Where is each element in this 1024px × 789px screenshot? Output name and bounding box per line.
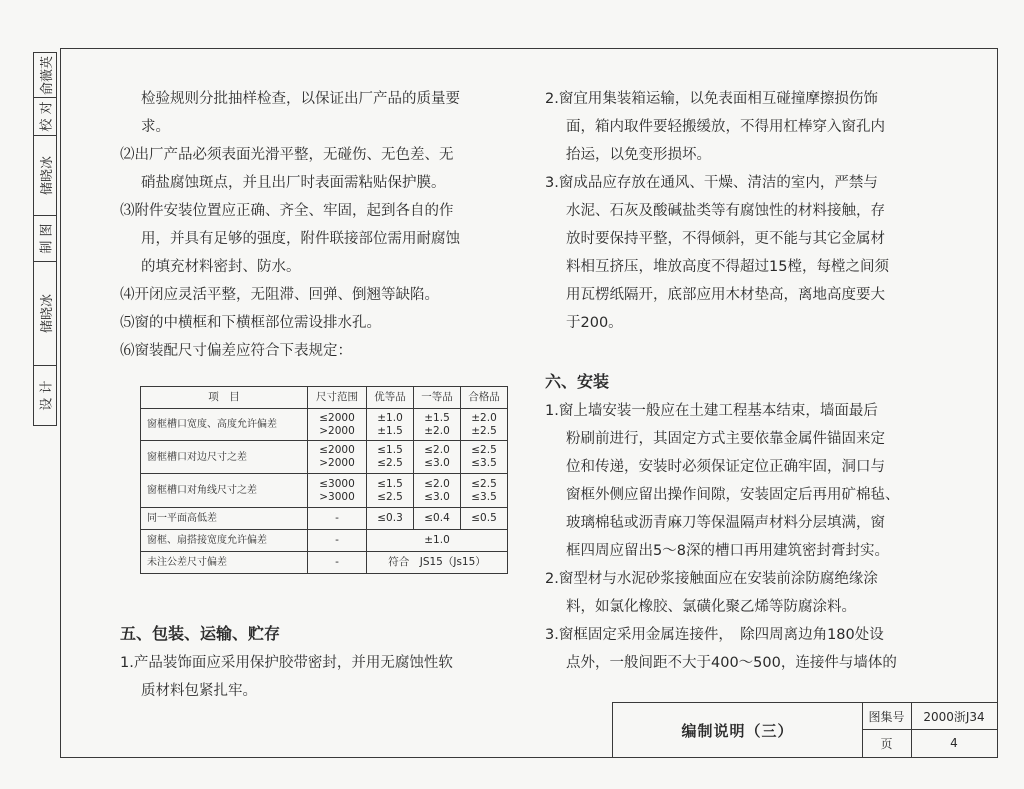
designer-name: 储晓冰 bbox=[39, 293, 55, 333]
table-cell: ≤2.5 ≤3.5 bbox=[461, 441, 508, 474]
table-cell: ≤1.5 ≤2.5 bbox=[367, 474, 414, 508]
text-line: ⑶附件安装位置应正确、齐全、牢固，起到各自的作 bbox=[120, 203, 454, 219]
text-line: 料，如氯化橡胶、氯磺化聚乙烯等防腐涂料。 bbox=[566, 599, 856, 615]
table-cell: - bbox=[308, 552, 367, 574]
table-cell: ±1.0 ±1.5 bbox=[367, 409, 414, 441]
table-cell: ≤2.0 ≤3.0 bbox=[414, 474, 461, 508]
table-row bbox=[141, 441, 508, 474]
title-block bbox=[612, 702, 997, 757]
section-5 bbox=[120, 619, 525, 705]
table-cell: 窗框槽口对边尺寸之差 bbox=[141, 441, 308, 474]
text-line: 求。 bbox=[141, 119, 170, 135]
section-heading: 六、安装 bbox=[545, 372, 610, 391]
text-line: 3.窗框固定采用金属连接件， 除四周离边角180处设 bbox=[545, 627, 884, 643]
table-header-row bbox=[141, 387, 508, 409]
column-header: 尺寸范围 bbox=[308, 387, 367, 409]
table-cell: 未注公差尺寸偏差 bbox=[141, 552, 308, 574]
text-line: ⑷开闭应灵活平整，无阻滞、回弹、倒翘等缺陷。 bbox=[120, 287, 439, 303]
tolerance-table bbox=[140, 386, 508, 574]
text-line: 位和传递，安装时必须保证定位正确牢固，洞口与 bbox=[566, 459, 885, 475]
sheet-title: 编制说明（三） bbox=[613, 703, 863, 757]
text-line: 2.窗宜用集装箱运输，以免表面相互碰撞摩擦损伤饰 bbox=[545, 91, 878, 107]
sidebar-cell bbox=[34, 365, 56, 425]
table-cell: ≤2000 >2000 bbox=[308, 409, 367, 441]
left-column bbox=[120, 85, 525, 365]
check-label: 校 对 bbox=[39, 100, 55, 132]
text-line: 用，并具有足够的强度，附件联接部位需用耐腐蚀 bbox=[141, 231, 460, 247]
text-line: 粉刷前进行，其固定方式主要依靠金属件锚固来定 bbox=[566, 431, 885, 447]
design-label: 设 计 bbox=[39, 379, 55, 411]
text-line: 料相互挤压，堆放高度不得超过15樘，每樘之间须 bbox=[566, 259, 889, 275]
table-cell: - bbox=[308, 530, 367, 552]
text-line: 1.窗上墙安装一般应在土建工程基本结束，墙面最后 bbox=[545, 403, 878, 419]
table-row bbox=[141, 508, 508, 530]
table-row bbox=[141, 409, 508, 441]
text-line: 3.窗成品应存放在通风、干燥、清洁的室内，严禁与 bbox=[545, 175, 878, 191]
table-cell: ±1.5 ±2.0 bbox=[414, 409, 461, 441]
sidebar-cell bbox=[34, 135, 56, 216]
text-line: 抬运，以免变形损坏。 bbox=[566, 147, 711, 163]
table-cell: ±2.0 ±2.5 bbox=[461, 409, 508, 441]
table-cell: 窗框槽口宽度、高度允许偏差 bbox=[141, 409, 308, 441]
column-header: 合格品 bbox=[461, 387, 508, 409]
text-line: 的填充材料密封、防水。 bbox=[141, 259, 301, 275]
table-cell: ≤2.0 ≤3.0 bbox=[414, 441, 461, 474]
text-line: ⑵出厂产品必须表面光滑平整，无碰伤、无色差、无 bbox=[120, 147, 454, 163]
drafter-name: 储晓冰 bbox=[39, 155, 55, 195]
section-6 bbox=[545, 367, 965, 677]
table-row bbox=[141, 530, 508, 552]
column-header: 一等品 bbox=[414, 387, 461, 409]
sidebar-cell bbox=[34, 97, 56, 136]
signature-strip bbox=[33, 52, 57, 426]
text-line: 检验规则分批抽样检查，以保证出厂产品的质量要 bbox=[141, 91, 460, 107]
table-cell: ≤0.4 bbox=[414, 508, 461, 530]
page-label: 页 bbox=[880, 736, 893, 751]
table-cell: ≤2.5 ≤3.5 bbox=[461, 474, 508, 508]
text-line: 点外，一般间距不大于400～500，连接件与墙体的 bbox=[566, 655, 897, 671]
text-line: 面，箱内取件要轻搬缓放，不得用杠棒穿入窗孔内 bbox=[566, 119, 885, 135]
page-number: 4 bbox=[950, 736, 958, 750]
text-line: 放时要保持平整，不得倾斜，更不能与其它金属材 bbox=[566, 231, 885, 247]
column-header: 项 目 bbox=[141, 387, 308, 409]
column-header: 优等品 bbox=[367, 387, 414, 409]
text-line: ⑸窗的中横框和下横框部位需设排水孔。 bbox=[120, 315, 381, 331]
table-cell: ≤0.3 bbox=[367, 508, 414, 530]
table-cell: ≤1.5 ≤2.5 bbox=[367, 441, 414, 474]
text-line: 水泥、石灰及酸碱盐类等有腐蚀性的材料接触，存 bbox=[566, 203, 885, 219]
table-cell: 窗框槽口对角线尺寸之差 bbox=[141, 474, 308, 508]
sidebar-cell bbox=[34, 261, 56, 366]
table-cell: 同一平面高低差 bbox=[141, 508, 308, 530]
text-line: 硝盐腐蚀斑点，并且出厂时表面需粘贴保护膜。 bbox=[141, 175, 446, 191]
text-line: 玻璃棉毡或沥青麻刀等保温隔声材料分层填满，窗 bbox=[566, 515, 885, 531]
table-cell: ≤2000 >2000 bbox=[308, 441, 367, 474]
text-line: 质材料包紧扎牢。 bbox=[141, 683, 257, 699]
text-line: ⑹窗装配尺寸偏差应符合下表规定： bbox=[120, 343, 352, 359]
section-heading: 五、包装、运输、贮存 bbox=[120, 624, 281, 643]
reviewer-name: 俞薇英 bbox=[39, 55, 55, 95]
sidebar-cell bbox=[34, 53, 56, 98]
table-row bbox=[141, 474, 508, 508]
drawing-label: 制 图 bbox=[39, 222, 55, 254]
sidebar-cell bbox=[34, 215, 56, 262]
text-line: 2.窗型材与水泥砂浆接触面应在安装前涂防腐绝缘涂 bbox=[545, 571, 878, 587]
text-line: 窗框外侧应留出操作间隙，安装固定后再用矿棉毡、 bbox=[566, 487, 900, 503]
right-column bbox=[545, 85, 965, 337]
text-line: 用瓦楞纸隔开，底部应用木材垫高，离地高度要大 bbox=[566, 287, 885, 303]
atlas-label: 图集号 bbox=[868, 709, 905, 724]
text-line: 框四周应留出5～8深的槽口再用建筑密封膏封实。 bbox=[566, 543, 889, 559]
text-line: 1.产品装饰面应采用保护胶带密封，并用无腐蚀性软 bbox=[120, 655, 453, 671]
table-cell: 符合 JS15（Js15） bbox=[367, 552, 508, 574]
table-row bbox=[141, 552, 508, 574]
table-cell: - bbox=[308, 508, 367, 530]
table-cell: ≤0.5 bbox=[461, 508, 508, 530]
text-line: 于200。 bbox=[566, 315, 623, 331]
table-cell: ±1.0 bbox=[367, 530, 508, 552]
table-cell: ≤3000 >3000 bbox=[308, 474, 367, 508]
atlas-number: 2000浙J34 bbox=[923, 709, 985, 724]
table-cell: 窗框、扇搭接宽度允许偏差 bbox=[141, 530, 308, 552]
